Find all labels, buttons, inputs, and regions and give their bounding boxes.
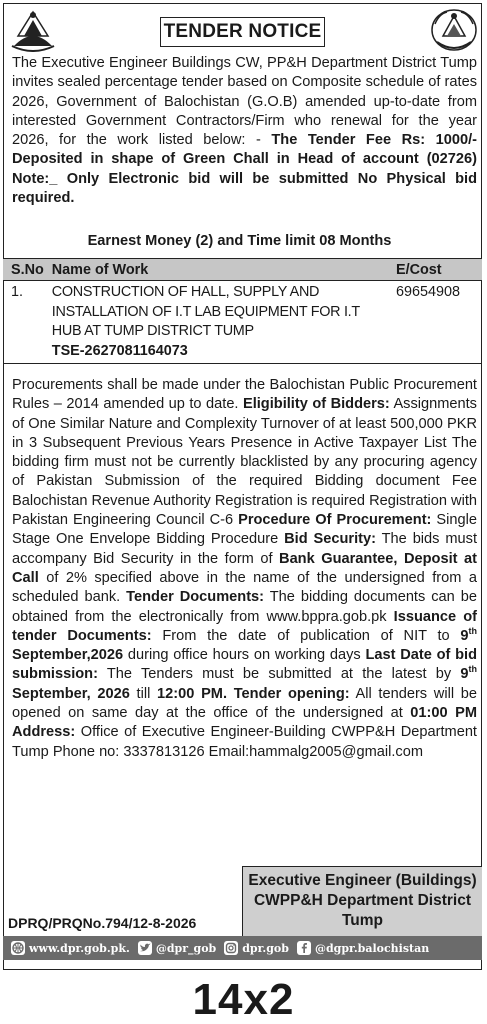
- header-name-of-work: Name of Work: [48, 259, 392, 281]
- issuance-heading: Issuance of tender Documents:: [12, 608, 478, 644]
- eligibility-heading: Eligibility of Bidders:: [242, 396, 390, 413]
- globe-icon: [11, 941, 25, 955]
- row-cost: 69654908: [392, 281, 482, 364]
- body-text: Single Stage One Envelope Bidding Procedure: [12, 512, 478, 548]
- signature-block: [242, 866, 482, 936]
- row-sno: 1.: [3, 281, 48, 364]
- header-ecost: E/Cost: [392, 259, 482, 281]
- ad-size-label: 14x2: [192, 975, 295, 1024]
- date-day: 9: [460, 666, 469, 683]
- page-title: TENDER NOTICE: [160, 17, 325, 47]
- signature-line-3: Tump: [341, 912, 384, 929]
- footer-website[interactable]: [11, 941, 130, 955]
- work-name: CONSTRUCTION OF HALL, SUPPLY AND INSTALLATION OF I.T LAB EQUIPMENT FOR I.T HUB AT TUMP DISTRICT TUMP: [51, 284, 360, 339]
- twitter-icon: [138, 941, 152, 955]
- footer-instagram[interactable]: [224, 941, 289, 955]
- body-text: Office of Executive Engineer-Building CWPP&H Department Tump Phone no: 3337813126 Email:hammalg2005@gmail.com: [12, 724, 477, 760]
- facebook-icon: [297, 941, 311, 955]
- tse-number: TSE-2627081164073: [51, 342, 188, 359]
- row-work-cell: [48, 281, 392, 364]
- earnest-money-line: Earnest Money (2) and Time limit 08 Months: [87, 233, 392, 249]
- footer-facebook[interactable]: [297, 941, 429, 955]
- reference-number: DPRQ/PRQNo.794/12-8-2026: [8, 915, 197, 931]
- bid-security-heading: Bid Security:: [284, 531, 376, 548]
- footer-website-text: www.dpr.gob.pk.: [29, 941, 130, 955]
- body-text: From the date of publication of NIT to: [151, 627, 461, 644]
- instagram-icon: [224, 941, 238, 955]
- date-month-year: September, 2026: [12, 685, 130, 702]
- footer-bar: [3, 936, 482, 960]
- last-date-heading: Last Date of bid submission:: [12, 647, 477, 683]
- body-text: The bidding documents can be obtained from the electronically from www.bppra.gob.pk: [12, 589, 477, 625]
- body-text: Procurements shall be made under the Balochistan Public Procurement Rules – 2014 amended up to date.: [12, 377, 477, 413]
- footer-twitter[interactable]: [138, 941, 216, 955]
- footer-facebook-text: @dgpr.balochistan: [314, 941, 430, 955]
- body-text: till: [129, 685, 158, 702]
- opening-heading: 12:00 PM. Tender opening:: [157, 685, 350, 702]
- body-text: All tenders will be opened on same day at the office of the undersigned at: [12, 685, 478, 722]
- bank-guarantee-text: Bank Guarantee, Deposit at Call: [12, 550, 477, 586]
- header-sno: S.No: [3, 259, 48, 281]
- date-suffix: th: [468, 626, 478, 636]
- tender-fee-note: The Tender Fee Rs: 1000/- Deposited in shape of Green Chall in Head of account (02726) Note:_ Only Electronic bid will be submitted No Physical bid required.: [12, 132, 477, 207]
- intro-paragraph: [12, 54, 477, 208]
- date-day: 9: [460, 627, 469, 644]
- signature-line-2: CWPP&H Department District: [253, 892, 472, 909]
- procedure-heading: Procedure Of Procurement:: [238, 512, 432, 529]
- body-text: The bids must accompany Bid Security in the form of: [12, 531, 477, 567]
- body-text: Assignments of One Similar Nature and Complexity Turnover of at least 500,000 PKR in 3 Subsequent Previous Years Presence in Active Taxpayer List The bidding firm must not be currently blacklisted by any procuring agency of Pakistan Submission of the required Bidding document Fee Balochistan Revenue Authority Registration is required Registration with Pakistan Engineering Council C-6: [12, 396, 477, 529]
- address-heading: 01:00 PM Address:: [12, 705, 477, 741]
- date-suffix: th: [468, 664, 477, 675]
- table-row: [3, 281, 482, 364]
- government-seal-icon: [429, 6, 479, 52]
- tender-documents-heading: Tender Documents:: [126, 589, 265, 606]
- body-text: of 2% specified above in the name of the undersigned from a scheduled bank.: [12, 569, 477, 606]
- body-text: during office hours on working days: [123, 647, 366, 664]
- date-month-year: September,2026: [12, 647, 124, 664]
- body-text: The Tenders must be submitted at the latest by: [97, 666, 461, 683]
- footer-instagram-text: dpr.gob: [242, 941, 289, 955]
- balochistan-emblem-icon: [8, 6, 58, 52]
- intro-text: The Executive Engineer Buildings CW, PP&H Department District Tump invites sealed percentage tender based on Composite schedule of rates 2026, Government of Balochistan (G.O.B) amended up-to-date from interested Government Contractors/Firm who renewal for the year 2026, for the work listed below: -: [12, 55, 477, 149]
- footer-twitter-text: @dpr_gob: [155, 941, 217, 955]
- work-table: [3, 258, 482, 364]
- signature-line-1: Executive Engineer (Buildings): [248, 872, 477, 889]
- procurement-details: [12, 376, 477, 762]
